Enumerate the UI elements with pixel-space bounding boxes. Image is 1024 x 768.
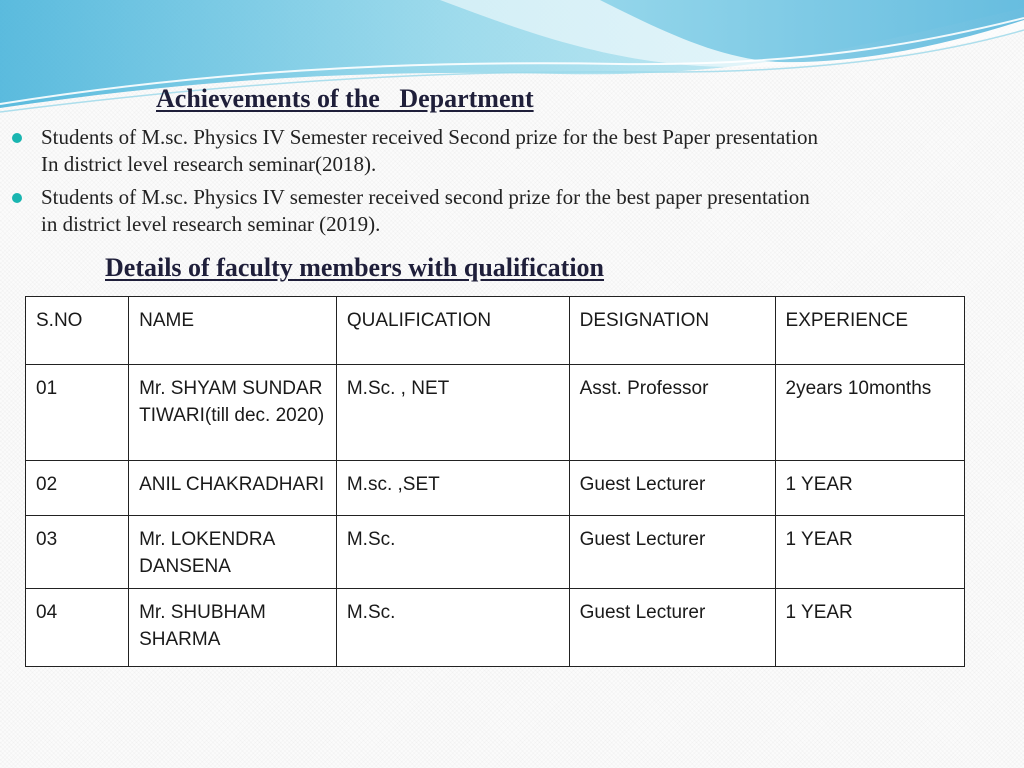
bullet-dot-icon bbox=[12, 193, 22, 203]
achievement-item bbox=[0, 124, 821, 178]
table-row bbox=[26, 516, 965, 589]
cell-experience: 1 YEAR bbox=[775, 589, 964, 667]
cell-qualification: M.Sc. , NET bbox=[336, 365, 569, 461]
header-cell-sno: S.NO bbox=[26, 297, 129, 365]
achievement-text: Students of M.sc. Physics IV semester received second prize for the best paper presentation in district level research seminar (2019). bbox=[41, 185, 810, 236]
table-row bbox=[26, 461, 965, 516]
cell-designation: Guest Lecturer bbox=[569, 461, 775, 516]
cell-experience: 1 YEAR bbox=[775, 461, 964, 516]
cell-experience: 1 YEAR bbox=[775, 516, 964, 589]
cell-qualification: M.sc. ,SET bbox=[336, 461, 569, 516]
achievement-item bbox=[0, 184, 821, 238]
cell-sno: 04 bbox=[26, 589, 129, 667]
cell-name: ANIL CHAKRADHARI bbox=[129, 461, 337, 516]
cell-name: Mr. SHYAM SUNDAR TIWARI(till dec. 2020) bbox=[129, 365, 337, 461]
cell-designation: Asst. Professor bbox=[569, 365, 775, 461]
table-row bbox=[26, 365, 965, 461]
cell-sno: 01 bbox=[26, 365, 129, 461]
cell-sno: 03 bbox=[26, 516, 129, 589]
header-cell-name: NAME bbox=[129, 297, 337, 365]
cell-name: Mr. LOKENDRA DANSENA bbox=[129, 516, 337, 589]
table-row bbox=[26, 589, 965, 667]
cell-sno: 02 bbox=[26, 461, 129, 516]
cell-qualification: M.Sc. bbox=[336, 589, 569, 667]
achievements-list bbox=[0, 124, 1024, 244]
cell-name: Mr. SHUBHAM SHARMA bbox=[129, 589, 337, 667]
table-header-row bbox=[26, 297, 965, 365]
cell-experience: 2years 10months bbox=[775, 365, 964, 461]
header-cell-designation: DESIGNATION bbox=[569, 297, 775, 365]
faculty-heading: Details of faculty members with qualification bbox=[105, 253, 605, 282]
header-cell-qualification: QUALIFICATION bbox=[336, 297, 569, 365]
achievements-heading: Achievements of the Department bbox=[156, 84, 534, 113]
cell-designation: Guest Lecturer bbox=[569, 516, 775, 589]
header-cell-experience: EXPERIENCE bbox=[775, 297, 964, 365]
bullet-dot-icon bbox=[12, 133, 22, 143]
faculty-table bbox=[25, 296, 965, 667]
achievement-text: Students of M.sc. Physics IV Semester received Second prize for the best Paper presentation In district level research seminar(2018). bbox=[41, 125, 818, 176]
cell-qualification: M.Sc. bbox=[336, 516, 569, 589]
cell-designation: Guest Lecturer bbox=[569, 589, 775, 667]
